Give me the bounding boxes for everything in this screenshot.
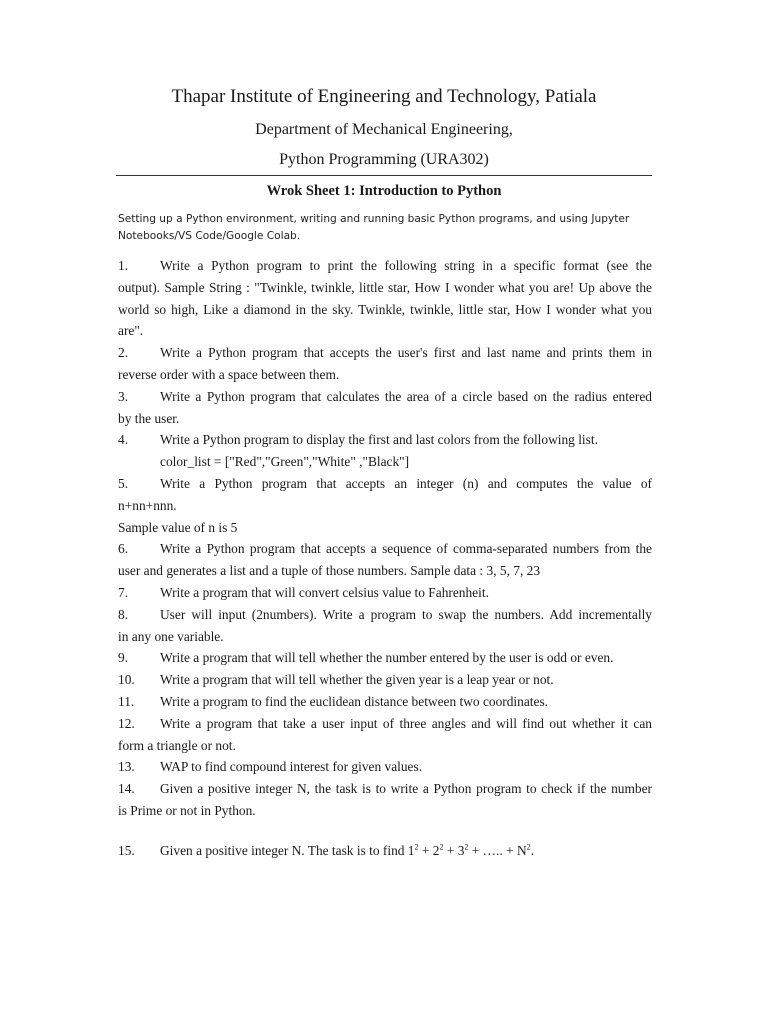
- question-text: Write a Python program that accepts an integer (n) and computes the value of: [160, 475, 652, 491]
- question-continuation: n+nn+nnn.: [118, 497, 177, 513]
- question-text: Write a program that will convert celsius value to Fahrenheit.: [160, 584, 489, 600]
- question-item: [118, 429, 652, 473]
- question-number: 5.: [118, 475, 129, 491]
- question-text: Write a Python program that accepts a sequence of comma-separated numbers from the: [160, 541, 652, 557]
- question-number: 3.: [118, 388, 129, 404]
- question-item: [118, 691, 652, 713]
- question-list: [118, 255, 652, 862]
- exponent: 2: [414, 842, 419, 852]
- question-continuation: in any one variable.: [118, 628, 224, 644]
- sum-text-d: + ….. + N: [468, 842, 527, 858]
- exponent: 2: [526, 842, 531, 852]
- question-text: Write a program that will tell whether the given year is a leap year or not.: [160, 672, 554, 688]
- question-number: 7.: [118, 584, 129, 600]
- question-number: 14.: [118, 781, 135, 797]
- question-continuation: user and generates a list and a tuple of those numbers. Sample data : 3, 5, 7, 23: [118, 563, 541, 579]
- question-text: Write a program to find the euclidean distance between two coordinates.: [160, 693, 549, 709]
- question-text: Write a Python program to display the first and last colors from the following list.: [160, 432, 598, 448]
- header-divider: [116, 175, 652, 176]
- question-number: 6.: [118, 541, 129, 557]
- question-item: [118, 756, 652, 778]
- question-continuation: form a triangle or not.: [118, 737, 236, 753]
- intro-paragraph: Setting up a Python environment, writing and running basic Python programs, and using Jupyter Notebooks/VS Code/Google Colab.: [118, 213, 630, 242]
- sum-text-c: + 3: [443, 842, 465, 858]
- question-text: Write a Python program that accepts the user's first and last name and prints them in: [160, 345, 652, 361]
- question-continuation: output). Sample String : "Twinkle, twinkle, little star, How I wonder what you are! Up above the world so high, Like a diamond in the sky. Twinkle, twinkle, little star, How I wonder what you are".: [118, 279, 652, 339]
- question-item: [118, 647, 652, 669]
- question-number: 4.: [118, 432, 129, 448]
- sheet-title: Wrok Sheet 1: Introduction to Python: [266, 183, 502, 199]
- question-number: 15.: [118, 842, 135, 858]
- exponent: 2: [439, 842, 444, 852]
- institute-name: Thapar Institute of Engineering and Technology, Patiala: [171, 86, 597, 107]
- sample-note: Sample value of n is 5: [118, 519, 238, 535]
- question-text: Write a program that will tell whether the number entered by the user is odd or even.: [160, 650, 614, 666]
- question-number: 9.: [118, 650, 129, 666]
- sum-text-e: .: [530, 842, 535, 858]
- question-text: User will input (2numbers). Write a program to swap the numbers. Add incrementally: [160, 606, 652, 622]
- question-continuation: by the user.: [118, 410, 180, 426]
- question-item: [118, 582, 652, 604]
- question-text: Write a Python program to print the following string in a specific format (see the: [160, 258, 652, 273]
- blank-gap: [118, 822, 652, 840]
- question-number: 12.: [118, 715, 135, 731]
- question-item: [118, 604, 652, 648]
- question-number: 1.: [118, 258, 129, 273]
- question-item: [118, 840, 652, 862]
- question-item: [118, 538, 652, 582]
- question-text: Given a positive integer N, the task is to write a Python program to check if the number: [160, 781, 652, 797]
- question-item: [118, 342, 652, 386]
- color-list-code: color_list = ["Red","Green","White" ,"Black"]: [160, 454, 410, 470]
- question-item: [118, 473, 652, 517]
- exponent: 2: [464, 842, 469, 852]
- department-name: Department of Mechanical Engineering,: [255, 121, 513, 138]
- question-item: [118, 778, 652, 822]
- question-number: 8.: [118, 606, 129, 622]
- sum-text-b: + 2: [418, 842, 440, 858]
- question-text: Write a Python program that calculates the area of a circle based on the radius entered: [160, 388, 652, 404]
- question-text: WAP to find compound interest for given values.: [160, 759, 423, 775]
- question-item: [118, 713, 652, 757]
- question-number: 11.: [118, 693, 135, 709]
- course-title: Python Programming (URA302): [279, 151, 489, 168]
- sum-text-a: Given a positive integer N. The task is to find 1: [160, 842, 415, 858]
- question-number: 10.: [118, 672, 135, 688]
- question-item: [118, 669, 652, 691]
- question-continuation: reverse order with a space between them.: [118, 366, 340, 382]
- question-continuation: is Prime or not in Python.: [118, 802, 256, 818]
- question-item: [118, 255, 652, 342]
- question-text: [160, 840, 652, 862]
- question-number: 2.: [118, 345, 129, 361]
- question-text: Write a program that take a user input of three angles and will find out whether it can: [160, 715, 652, 731]
- question-number: 13.: [118, 759, 135, 775]
- question-item: [118, 386, 652, 430]
